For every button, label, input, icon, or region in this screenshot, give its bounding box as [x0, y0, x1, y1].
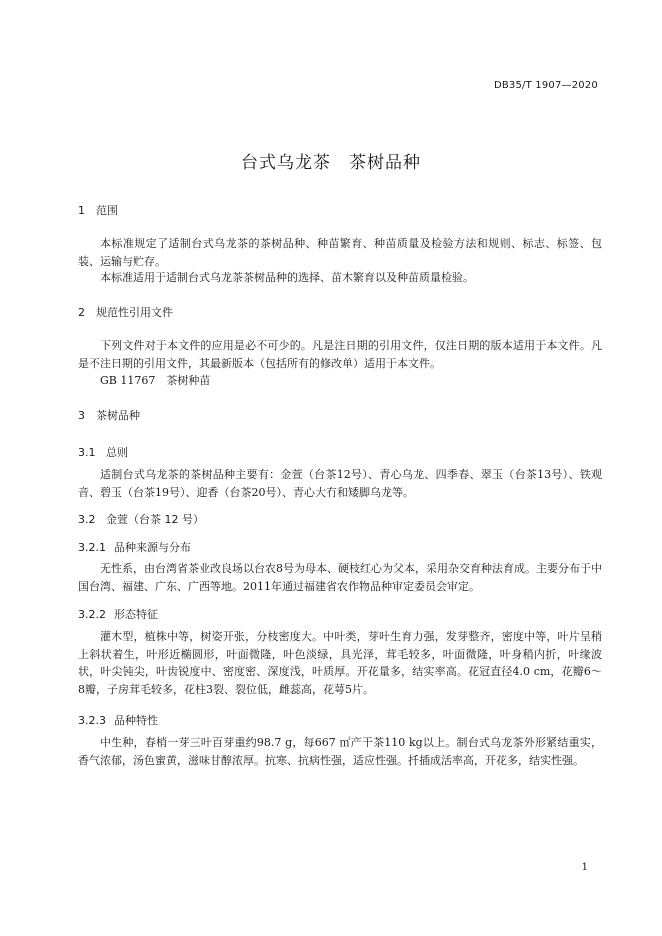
section-number: 3.2 [78, 513, 96, 526]
section-title: 品种来源与分布 [114, 541, 191, 554]
page-number: 1 [581, 862, 588, 873]
subsection-heading-3-2-3 [78, 712, 158, 728]
section-title: 金萱（台茶 12 号） [106, 513, 204, 526]
section-number: 3.2.1 [78, 541, 106, 554]
subsection-heading-3-2-1 [78, 539, 191, 555]
section-number: 3.2.3 [78, 714, 106, 727]
normative-reference: GB 11767 茶树种苗 [100, 374, 211, 387]
section-number: 3 [78, 409, 85, 422]
section-number: 1 [78, 204, 85, 217]
paragraph: 无性系，由台湾省茶业改良场以台农8号为母本、硬枝红心为父本，采用杂交育种法育成。主要分布于中国台湾、福建、广东、广西等地。2011年通过福建省农作物品种审定委员会审定。 [78, 562, 602, 593]
document-title: 台式乌龙茶 茶树品种 [241, 153, 421, 173]
section-number: 3.2.2 [78, 608, 106, 621]
paragraph: 下列文件对于本文件的应用是必不可少的。凡是注日期的引用文件，仅注日期的版本适用于本文件。凡是不注日期的引用文件，其最新版本（包括所有的修改单）适用于本文件。 [78, 339, 602, 370]
subsection-heading-3-1 [78, 444, 128, 460]
subsection-heading-3-2 [78, 511, 204, 527]
paragraph: 本标准适用于适制台式乌龙茶茶树品种的选择、苗木繁育以及种苗质量检验。 [100, 271, 474, 284]
paragraph: 适制台式乌龙茶的茶树品种主要有：金萱（台茶12号）、青心乌龙、四季春、翠玉（台茶13号）、铁观音、碧玉（台茶19号）、迎香（台茶20号）、青心大冇和矮脚乌龙等。 [78, 468, 602, 499]
section-number: 3.1 [78, 446, 96, 459]
paragraph: 灌木型，植株中等，树姿开张，分枝密度大。中叶类，芽叶生育力强，发芽整齐，密度中等，叶片呈稍上斜状着生，叶形近椭圆形，叶面微隆，叶色淡绿，具光泽，茸毛较多，叶面微隆，叶身稍内折，叶缘波状，叶尖钝尖，叶齿锐度中、密度密、深度浅，叶质厚。开花量多，结实率高。花冠直径4.0 cm，花瓣6～8瓣，子房茸毛较多，花柱3裂、裂位低，雌蕊高，花萼5片。 [78, 630, 602, 696]
section-heading-2 [78, 304, 173, 320]
section-heading-3 [78, 407, 140, 423]
section-title: 总则 [106, 446, 128, 459]
paragraph: 中生种，春梢一芽三叶百芽重约98.7 g，每667 ㎡产干茶110 kg以上。制台式乌龙茶外形紧结重实，香气浓郁，汤色蜜黄，滋味甘醇浓厚。抗寒、抗病性强，适应性强。扦插成活率高，开花多，结实性强。 [78, 736, 602, 767]
subsection-heading-3-2-2 [78, 606, 158, 622]
section-heading-1 [78, 202, 118, 218]
section-number: 2 [78, 306, 85, 319]
standard-code: DB35/T 1907—2020 [493, 80, 598, 91]
section-title: 规范性引用文件 [96, 306, 173, 319]
paragraph: 本标准规定了适制台式乌龙茶的茶树品种、种苗繁育、种苗质量及检验方法和规则、标志、标签、包装、运输与贮存。 [78, 237, 602, 268]
section-title: 形态特征 [114, 608, 158, 621]
section-title: 范围 [96, 204, 118, 217]
section-title: 茶树品种 [96, 409, 140, 422]
section-title: 品种特性 [114, 714, 158, 727]
